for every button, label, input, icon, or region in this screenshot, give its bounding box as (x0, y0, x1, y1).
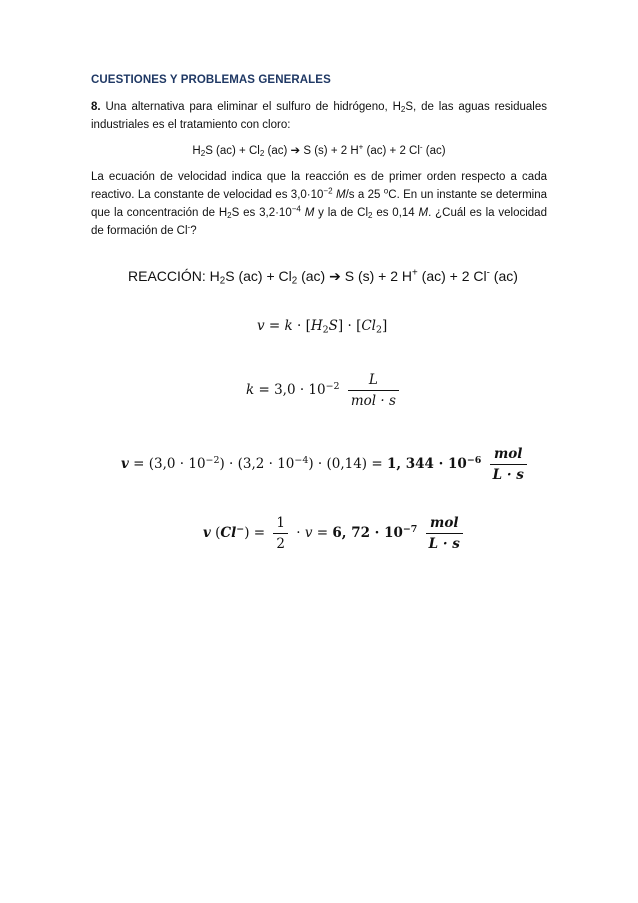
arrow-icon: ➔ (329, 268, 341, 284)
problem-body: La ecuación de velocidad indica que la reacción es de primer orden respecto a cada reactivo. La constante de velocidad es $3,0\cdot 10^{-2}$ M/s a 25 $^o$C. En un instante se determina que la concentración de $H_2S$ es $3,2\cdot 10^{-4}$ M y la de $Cl_2$ es 0,14 M. ¿Cuál es la velocidad de formación de Cl-? (91, 171, 547, 237)
rate-calculation-unit: $\frac{\text{mol}}{L \cdot s}$ (490, 446, 527, 483)
chloride-rate-equation: v (Cl−) = $\frac{1}{2}$ · v = 6, $72 \cdot 10^{-7}$ $\frac{\text{mol}}{L \cdot s}$ (203, 515, 467, 552)
half-fraction: $\frac{1}{2}$ (273, 515, 288, 552)
solution-reaction: REACCIÓN: $H_2S$ $(ac) + Cl_2$ (ac) ➔ S (s) + 2 H+ (ac) + 2 Cl- (ac) (128, 267, 518, 287)
rate-constant-unit: $\frac{L}{\text{mol · s}}$ (348, 372, 399, 409)
section-heading: CUESTIONES Y PROBLEMAS GENERALES (91, 74, 331, 86)
rate-constant-equation: $k = 3,0 \cdot 10^{-2}$ $\frac{L}{\text{mol · s}}$ (246, 372, 403, 409)
problem-number: 8. (91, 101, 101, 113)
rate-calculation: $v = (3,0 \cdot 10^{-2}) \cdot (3,2 \cdot 10^{-4}) \cdot (0,14) = 1$, $344 \cdot 10^{-6}$ $\frac{\text{mol}}{L \cdot s}$ (121, 446, 531, 483)
arrow-icon: ➔ (290, 145, 301, 157)
chloride-rate-unit: $\frac{\text{mol}}{L \cdot s}$ (426, 515, 463, 552)
problem-equation: $H_2S$ $(ac) + Cl_2$ (ac) ➔ S (s) + 2 H+ (ac) + 2 Cl- (ac) (192, 142, 446, 158)
rate-law-equation: $v = k \cdot [H_2S] \cdot [Cl_2]$ (257, 318, 388, 336)
problem-intro: 8. Una alternativa para eliminar el sulfuro de hidrógeno, $H_2S$, de las aguas residuales industriales es el tratamiento con cloro: (91, 101, 547, 131)
